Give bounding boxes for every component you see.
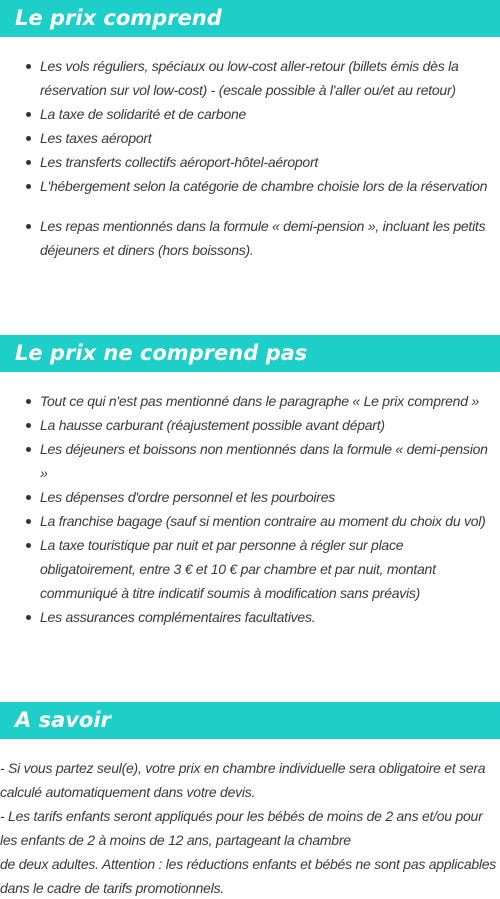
section-title-savoir: A savoir	[0, 702, 500, 739]
savoir-paragraph: - Si vous partez seul(e), votre prix en chambre individuelle sera obligatoire et sera calculé automatiquement dans votre devis.	[0, 760, 486, 800]
included-list	[0, 54, 500, 262]
list-item: La franchise bagage (sauf si mention contraire au moment du choix du vol)	[0, 509, 500, 533]
section-title-not-included: Le prix ne comprend pas	[0, 335, 500, 372]
section-title-included: Le prix comprend	[0, 0, 500, 37]
list-item: Les transferts collectifs aéroport-hôtel-aéroport	[0, 150, 500, 174]
savoir-paragraph: de deux adultes. Attention : les réductions enfants et bébés ne sont pas applicables dans le cadre de tarifs promotionnels.	[0, 856, 497, 896]
list-item: Les repas mentionnés dans la formule « demi-pension », incluant les petits déjeuners et diners (hors boissons).	[0, 214, 500, 262]
list-item: La hausse carburant (réajustement possible avant départ)	[0, 413, 500, 437]
list-item: La taxe de solidarité et de carbone	[0, 102, 500, 126]
list-item: Les taxes aéroport	[0, 126, 500, 150]
list-item: Les assurances complémentaires facultatives.	[0, 605, 500, 629]
list-item: Les dépenses d'ordre personnel et les pourboires	[0, 485, 500, 509]
savoir-text	[0, 756, 500, 899]
list-item: Tout ce qui n'est pas mentionné dans le paragraphe « Le prix comprend »	[0, 389, 500, 413]
savoir-paragraph: - Les tarifs enfants seront appliqués pour les bébés de moins de 2 ans et/ou pour les enfants de 2 à moins de 12 ans, partageant la chambre	[0, 808, 483, 848]
list-item: La taxe touristique par nuit et par personne à régler sur place obligatoirement, entre 3 € et 10 € par chambre et par nuit, montant communiqué à titre indicatif soumis à modification sans préavis)	[0, 533, 500, 605]
not-included-list	[0, 389, 500, 629]
list-item: Les déjeuners et boissons non mentionnés dans la formule « demi-pension »	[0, 437, 500, 485]
list-item: L'hébergement selon la catégorie de chambre choisie lors de la réservation	[0, 174, 500, 198]
list-item: Les vols réguliers, spéciaux ou low-cost aller-retour (billets émis dès la réservation sur vol low-cost) - (escale possible à l'aller ou/et au retour)	[0, 54, 500, 102]
